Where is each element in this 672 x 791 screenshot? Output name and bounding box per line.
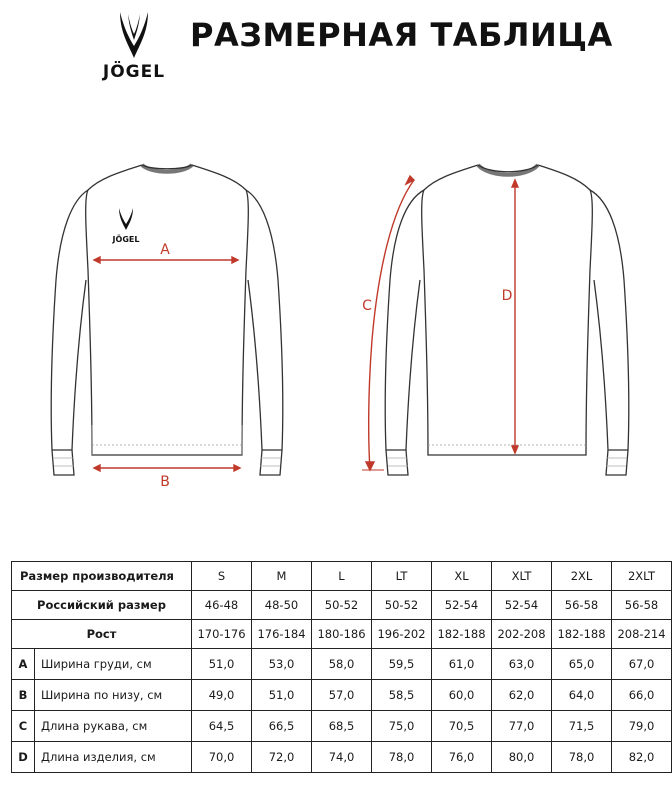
table-cell: 61,0 (432, 649, 492, 680)
table-row-c (12, 711, 672, 742)
marker-b: B (160, 474, 170, 490)
table-cell: 79,0 (612, 711, 672, 742)
table-cell: 78,0 (372, 742, 432, 773)
table-cell: 2XLT (612, 562, 672, 591)
table-cell: 51,0 (252, 680, 312, 711)
table-cell: 80,0 (492, 742, 552, 773)
row-label: Российский размер (12, 591, 192, 620)
table-cell: 46-48 (192, 591, 252, 620)
table-cell: 50-52 (312, 591, 372, 620)
table-cell: 58,5 (372, 680, 432, 711)
brand-logo (93, 10, 175, 90)
back-view (385, 165, 629, 475)
table-cell: 82,0 (612, 742, 672, 773)
table-row-height (12, 620, 672, 649)
table-cell: M (252, 562, 312, 591)
table-cell: 2XL (552, 562, 612, 591)
row-letter: D (12, 742, 35, 773)
table-cell: 66,5 (252, 711, 312, 742)
table-cell: 51,0 (192, 649, 252, 680)
table-cell: 74,0 (312, 742, 372, 773)
table-row-manufacturer (12, 562, 672, 591)
front-view (51, 165, 283, 475)
table-cell: 64,0 (552, 680, 612, 711)
table-row-a (12, 649, 672, 680)
table-cell: 52-54 (492, 591, 552, 620)
garment-drawing (0, 150, 672, 500)
table-cell: 182-188 (432, 620, 492, 649)
table-cell: 170-176 (192, 620, 252, 649)
size-table (11, 561, 672, 773)
table-cell: 52-54 (432, 591, 492, 620)
table-cell: 78,0 (552, 742, 612, 773)
table-cell: 182-188 (552, 620, 612, 649)
row-label: Ширина по низу, см (35, 680, 192, 711)
table-cell: S (192, 562, 252, 591)
table-cell: 53,0 (252, 649, 312, 680)
table-cell: 64,5 (192, 711, 252, 742)
table-cell: 56-58 (612, 591, 672, 620)
table-cell: 71,5 (552, 711, 612, 742)
table-cell: 62,0 (492, 680, 552, 711)
front-brand-text: JÖGEL (112, 235, 140, 244)
row-letter: C (12, 711, 35, 742)
table-cell: 72,0 (252, 742, 312, 773)
row-label: Рост (12, 620, 192, 649)
table-row-b (12, 680, 672, 711)
marker-a: A (160, 242, 170, 258)
table-cell: LT (372, 562, 432, 591)
row-letter: A (12, 649, 35, 680)
marker-c: C (362, 298, 372, 314)
table-cell: 176-184 (252, 620, 312, 649)
table-cell: 202-208 (492, 620, 552, 649)
table-cell: L (312, 562, 372, 591)
table-row-russian (12, 591, 672, 620)
table-cell: 60,0 (432, 680, 492, 711)
table-cell: 67,0 (612, 649, 672, 680)
front-logo-icon (119, 208, 133, 230)
table-cell: 70,5 (432, 711, 492, 742)
table-cell: 76,0 (432, 742, 492, 773)
table-cell: 49,0 (192, 680, 252, 711)
table-cell: XLT (492, 562, 552, 591)
brand-name: JÖGEL (102, 62, 166, 82)
page-title: РАЗМЕРНАЯ ТАБЛИЦА (190, 16, 613, 54)
row-label: Длина изделия, см (35, 742, 192, 773)
table-cell: 57,0 (312, 680, 372, 711)
table-cell: 50-52 (372, 591, 432, 620)
dimension-b (94, 465, 240, 471)
table-cell: 65,0 (552, 649, 612, 680)
table-cell: 68,5 (312, 711, 372, 742)
table-cell: XL (432, 562, 492, 591)
table-cell: 66,0 (612, 680, 672, 711)
table-cell: 58,0 (312, 649, 372, 680)
table-cell: 208-214 (612, 620, 672, 649)
marker-d: D (501, 288, 513, 304)
table-row-d (12, 742, 672, 773)
table-cell: 56-58 (552, 591, 612, 620)
table-cell: 75,0 (372, 711, 432, 742)
table-cell: 48-50 (252, 591, 312, 620)
row-label: Ширина груди, см (35, 649, 192, 680)
logo-mark-icon (114, 10, 154, 60)
dimension-d (512, 180, 518, 453)
table-cell: 59,5 (372, 649, 432, 680)
row-label: Размер производителя (12, 562, 192, 591)
table-cell: 180-186 (312, 620, 372, 649)
row-letter: B (12, 680, 35, 711)
table-cell: 70,0 (192, 742, 252, 773)
row-label: Длина рукава, см (35, 711, 192, 742)
table-cell: 63,0 (492, 649, 552, 680)
table-cell: 196-202 (372, 620, 432, 649)
table-cell: 77,0 (492, 711, 552, 742)
